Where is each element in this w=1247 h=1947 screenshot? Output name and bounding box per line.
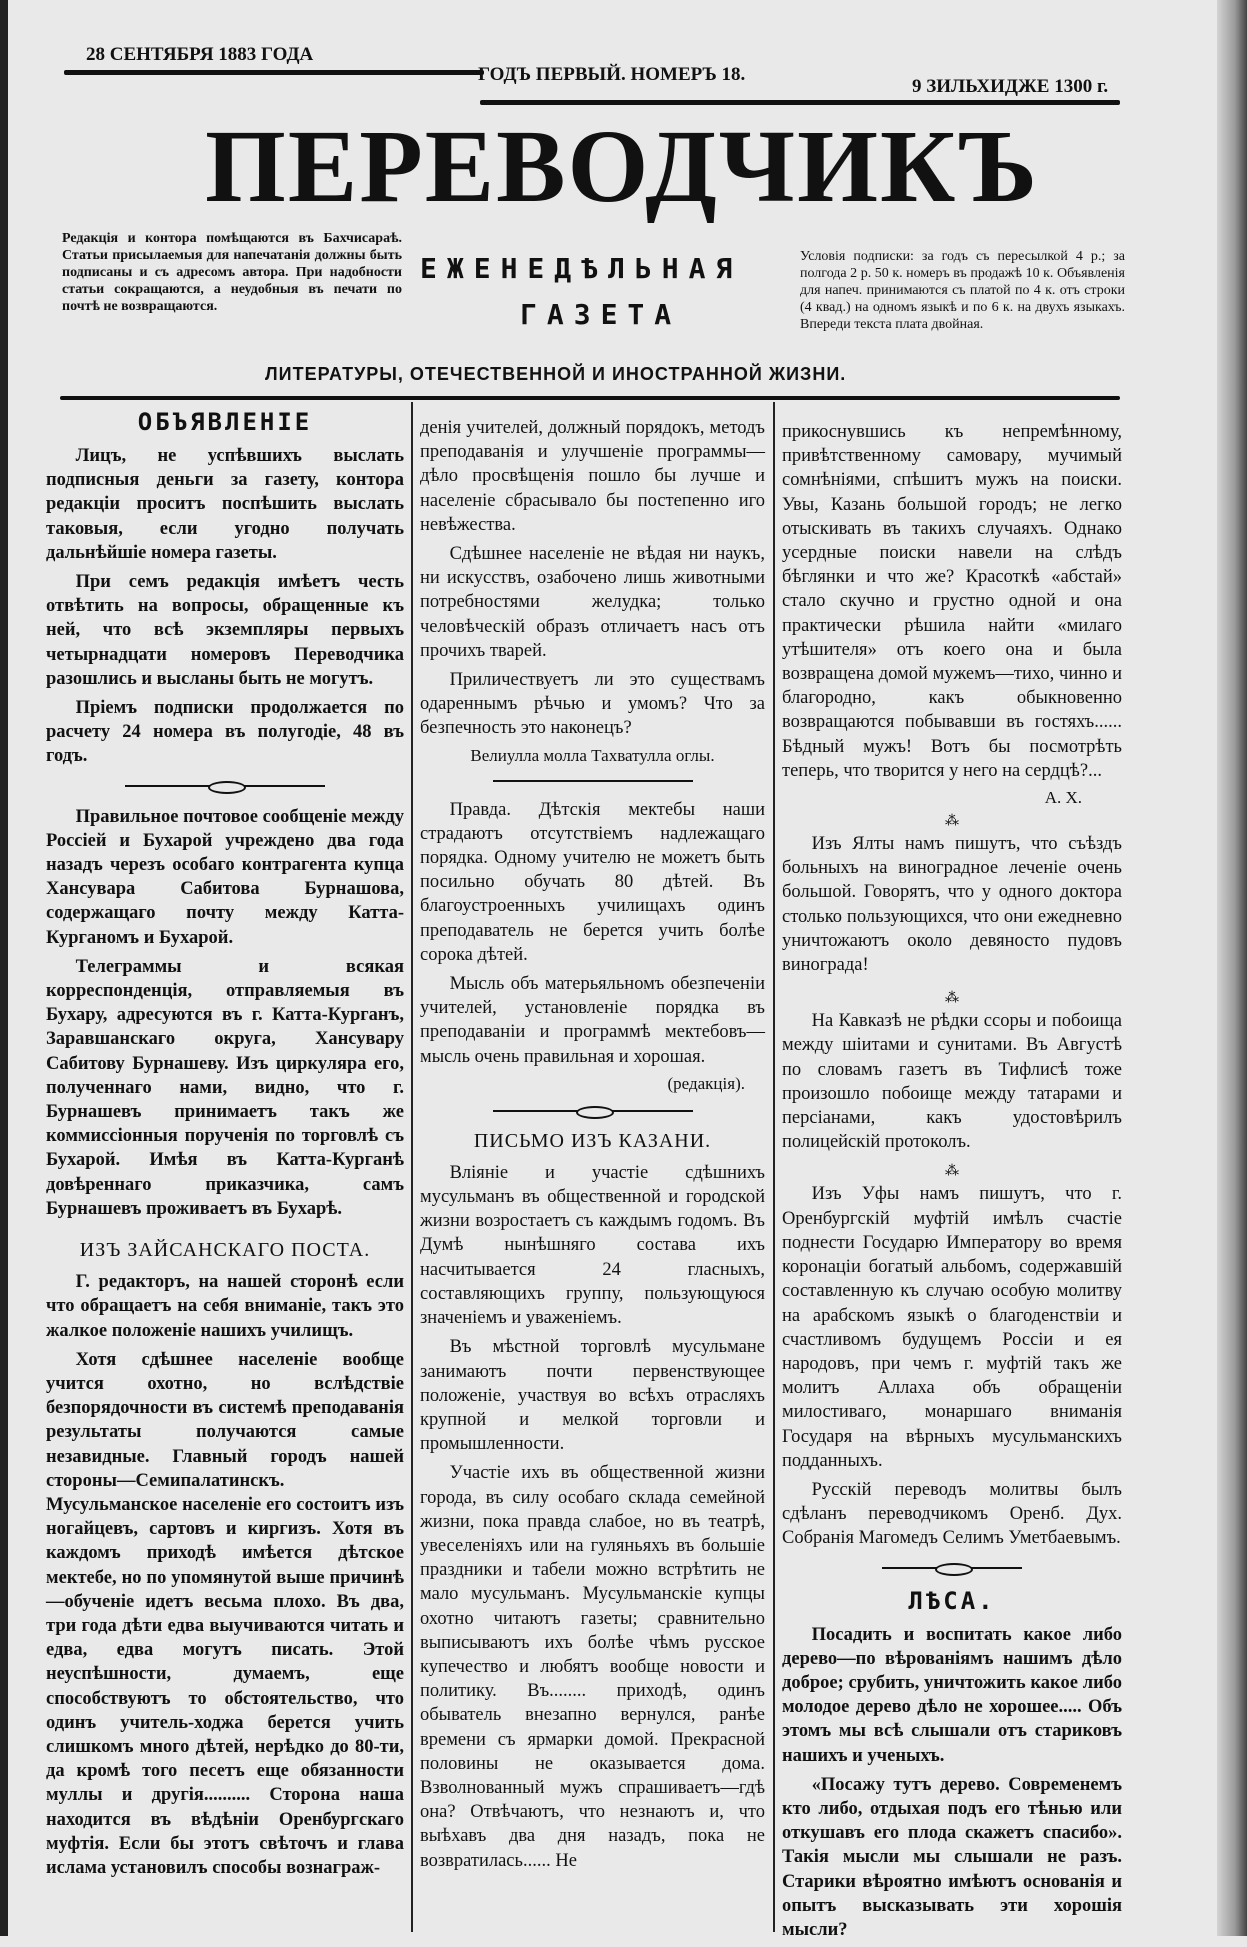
gazette-label: ГАЗЕТА bbox=[520, 298, 682, 331]
date-gregorian: 28 СЕНТЯБРЯ 1883 ГОДА bbox=[86, 44, 314, 65]
column-divider bbox=[773, 402, 775, 1932]
subscription-terms: Условія подписки: за годъ съ пересылкой 4 р.; за полгода 2 р. 50 к. номеръ въ продажѣ 10 к. Объявленія для напеч. принимаются съ платой по 4 к. отъ строки (4 квад.) на одномъ языкѣ и по 6 к. на двухъ языкахъ. Впереди текста плата двойная. bbox=[800, 249, 1125, 332]
paragraph: Мысль объ матерьяльномъ обезпеченіи учителей, установленіе порядка въ преподаваніи и программѣ мектебовъ—мысль очень правильная и хорошая. bbox=[420, 974, 765, 1067]
paragraph: денія учителей, должный порядокъ, методъ преподаванія и улучшеніе программы—дѣло просвѣщенія пошло бы лучше и населеніе сбрасывало бы постепенно иго невѣжества. bbox=[420, 418, 765, 535]
paragraph: Посадить и воспитать какое либо дерево—по вѣрованіямъ нашимъ дѣло доброе; срубить, уничтожить какое либо молодое дерево дѣло не хорошее..... Объ этомъ мы всѣ слышали отъ стариковъ нашихъ и ученыхъ. bbox=[782, 1624, 1122, 1766]
paragraph: прикоснувшись къ непремѣнному, привѣтственному самовару, мучимый сомнѣніями, спѣшитъ мужъ на поиски. Увы, Казань большой городъ; не легко отыскивать въ такихъ случаяхъ. Однако усердные поиски навели на слѣдъ бѣглянки и что же? Красоткѣ «абстай» стало скучно и грустно одной и она практически рѣшила найти «милаго утѣшителя» отъ коего она и была возвращена домой мужемъ—тихо, чинно и благородно, какъ обыкновенно возвращаются побывавши въ гостяхъ...... Бѣдный мужъ! Вотъ бы посмотрѣть теперь, что творится у него на сердцѣ?... bbox=[782, 422, 1122, 781]
zaysan-heading: ИЗЪ ЗАЙСАНСКАГО ПОСТА. bbox=[79, 1239, 371, 1262]
paragraph: Изъ Уфы намъ пишутъ, что г. Оренбургскій муфтій имѣлъ счастіе поднести Государю Императору во время коронаціи богатый альбомъ, содержавшій составленную къ случаю особую молитву на арабскомъ языкѣ о благоденствіи и счастливомъ будущемъ Россіи и ея народовъ, при чемъ г. муфтій такъ же молитъ Аллаха объ обращеніи милостиваго, монаршаго вниманія Государя на вѣрныхъ мусульманскихъ подданныхъ. bbox=[782, 1184, 1122, 1471]
date-hijri: 9 ЗИЛЬХИДЖЕ 1300 г. bbox=[912, 76, 1109, 97]
kazan-heading: ПИСЬМО ИЗЪ КАЗАНИ. bbox=[473, 1129, 712, 1152]
masthead-rule-left bbox=[64, 70, 484, 75]
editorial-signature: (редакція). bbox=[667, 1073, 745, 1093]
paragraph: Въ мѣстной торговлѣ мусульмане занимаютъ почти первенствующее положеніе, участвуя во всѣхъ отрасляхъ крупной и мелкой торговли и промышленности. bbox=[420, 1337, 765, 1455]
paragraph: Пріемъ подписки продолжается по расчету 24 номера въ полугодіе, 48 въ годъ. bbox=[46, 698, 404, 767]
column-3 bbox=[782, 404, 1122, 1947]
paragraph: Приличествуетъ ли это существамъ одареннымъ рѣчью и умомъ? Что за безпечность это наконецъ? bbox=[420, 670, 765, 739]
column-divider bbox=[411, 402, 413, 1932]
scan-edge-right bbox=[1217, 0, 1247, 1936]
paragraph: Вліяніе и участіе сдѣшнихъ мусульманъ въ общественной и городской жизни возростаетъ съ каждымъ годомъ. Въ Думѣ нынѣшняго состава ихъ насчитывается 24 гласныхъ, составляющихъ группу, пользующуюся значеніемъ и уваженіемъ. bbox=[420, 1162, 765, 1329]
paragraph: Участіе ихъ въ общественной жизни города, въ силу особаго склада семейной жизни, пока правда слабое, но въ театрѣ, увеселеніяхъ или на гуляньяхъ въ большіе праздники и табели можно встрѣтить не мало мусульманъ. Мусульманскіе купцы охотно читаютъ газеты; сравнительно выписываютъ ихъ болѣе чѣмъ русское купечество и любятъ вообще новости и политику. Въ........ приходѣ, одинъ обыватель внезапно вернулся, ранѣе времени съ ярмарки домой. Прекрасной половины не оказывается дома. Взволнованный мужъ спрашиваетъ—гдѣ она? Отвѣчаютъ, что незнаютъ и, что выѣхавъ два дня назадъ, пока не возвратилась...... Не bbox=[420, 1463, 765, 1871]
weekly-label: ЕЖЕНЕДѢЛЬНАЯ bbox=[420, 252, 743, 285]
column-1 bbox=[46, 404, 404, 1885]
ornament-divider bbox=[882, 1567, 1022, 1569]
asterism-icon: ⁂ bbox=[945, 814, 959, 830]
column-2 bbox=[420, 404, 765, 1878]
divider-rule bbox=[493, 780, 693, 782]
asterism-icon: ⁂ bbox=[945, 1164, 959, 1180]
forests-heading: ЛѢСА. bbox=[908, 1586, 996, 1615]
paragraph: Лицъ, не успѣвшихъ выслать подписныя деньги за газету, контора редакціи проситъ поспѣшить выслать таковыя, если угодно получать дальнѣйшіе номера газеты. bbox=[46, 446, 404, 563]
editorial-notice: Редакція и контора помѣщаются въ Бахчисараѣ. Статьи присылаемыя для напечатанія должны быть подписаны и съ адресомъ автора. При надобности статьи сокращаются, а неудобныя въ печати по почтѣ не возвращаются. bbox=[62, 231, 402, 314]
paragraph: Г. редакторъ, на нашей сторонѣ если что обращаетъ на себя вниманіе, такъ это жалкое положеніе нашихъ училищъ. bbox=[46, 1272, 404, 1341]
newspaper-title: ПЕРЕВОДЧИКЪ bbox=[205, 109, 1039, 224]
scan-edge-left bbox=[0, 0, 8, 1936]
paragraph: При семъ редакція имѣетъ честь отвѣтить на вопросы, обращенные къ ней, что всѣ экземпляры первыхъ четырнадцати номеровъ Переводчика разошлись и высланы быть не могутъ. bbox=[46, 572, 404, 689]
paragraph: Изъ Ялты намъ пишутъ, что съѣздъ больныхъ на виноградное леченіе очень большой. Говорятъ, что у одного доктора столько пользующихся, что они ежедневно уничтожаютъ около девяносто пудовъ винограда! bbox=[782, 834, 1122, 976]
ornament-divider bbox=[125, 785, 325, 787]
paragraph: Правильное почтовое сообщеніе между Россіей и Бухарой учреждено два года назадъ черезъ особаго контрагента купца Хансувара Сабитова Бурнашова, содержащаго почту между Катта-Курганомъ и Бухарой. bbox=[46, 806, 404, 948]
author-signature: Велиулла молла Тахватулла оглы. bbox=[470, 745, 715, 765]
paragraph: Хотя сдѣшнее населеніе вообще учится охотно, но вслѣдствіе безпорядочности въ системѣ преподаванія результаты получаются самые незавидные. Главный городъ нашей стороны—Семипалатинскъ. Мусульманское населеніе его состоитъ изъ ногайцевъ, сартовъ и киргизъ. Хотя въ каждомъ приходѣ имѣется дѣтское мектебе, но по упомянутой выше причинѣ—обученіе идетъ весьма плохо. Въ два, три года дѣти едва выучиваются читать и едва, едва могутъ писать. Этой неуспѣшности, думаемъ, еще способствуютъ то обстоятельство, что одинъ учитель-ходжа берется учить слишкомъ много дѣтей, нерѣдко до 80-ти, да кромѣ того песетъ еще обязанности муллы и другія.......... Сторона наша находится въ вѣдѣніи Оренбургскаго муфтія. Если бы этотъ свѣточъ и глава ислама установилъ способы вознаграж- bbox=[46, 1349, 404, 1878]
paragraph: Правда. Дѣтскія мектебы наши страдаютъ отсутствіемъ надлежащаго порядка. Одному учителю не можетъ быть посильно обучать 80 дѣтей. Въ благоустроенныхъ училищахъ одинъ преподаватель не берется учить болѣе сорока дѣтей. bbox=[420, 799, 765, 965]
issue-number: ГОДЪ ПЕРВЫЙ. НОМЕРЪ 18. bbox=[478, 64, 746, 85]
author-signature: А. Х. bbox=[1044, 788, 1082, 808]
paragraph: «Посажу тутъ дерево. Современемъ кто либо, отдыхая подъ его тѣнью или откушавъ его плода скажетъ спасибо». Такія мысли мы слышали не разъ. Старики вѣроятно имѣютъ основанія и опытъ высказывать эти хорошія мысли? bbox=[782, 1774, 1122, 1940]
asterism-icon: ⁂ bbox=[945, 991, 959, 1007]
ornament-divider bbox=[493, 1110, 693, 1112]
paragraph: На Кавказѣ не рѣдки ссоры и побоища между шіитами и сунитами. Въ Августѣ по словамъ газетъ въ Тифлисѣ тоже произошло побоище между татарами и персіанами, какъ удостовѣрилъ полицейскій протоколъ. bbox=[782, 1011, 1122, 1153]
paragraph: Телеграммы и всякая корреспонденція, отправляемыя въ Бухару, адресуются въ г. Катта-Курганъ, Заравшанскаго округа, Хансувару Сабитову Бурнашеву. Изъ циркуляра его, полученнаго нами, видно, что г. Бурнашевъ принимаетъ такъ же коммиссіонныя порученія по торговлѣ съ Бухарой. Имѣя въ Катта-Курганѣ довѣреннаго приказчика, самъ Бурнашевъ проживаетъ въ Бухарѣ. bbox=[46, 956, 404, 1219]
paragraph: Сдѣшнее населеніе не вѣдая ни наукъ, ни искусствъ, озабочено лишь животными потребностями желудка; только человѣческій образъ отличаетъ насъ отъ прочихъ тварей. bbox=[420, 544, 765, 661]
newspaper-subtitle: ЛИТЕРАТУРЫ, ОТЕЧЕСТВЕННОЙ И ИНОСТРАННОЙ ЖИЗНИ. bbox=[265, 364, 847, 384]
paragraph: Русскій переводъ молитвы былъ сдѣланъ переводчикомъ Оренб. Дух. Собранія Магомедъ Селимъ Уметбаевымъ. bbox=[782, 1479, 1122, 1549]
header-rule bbox=[60, 396, 1120, 400]
announcement-heading: ОБЪЯВЛЕНІЕ bbox=[137, 408, 313, 436]
